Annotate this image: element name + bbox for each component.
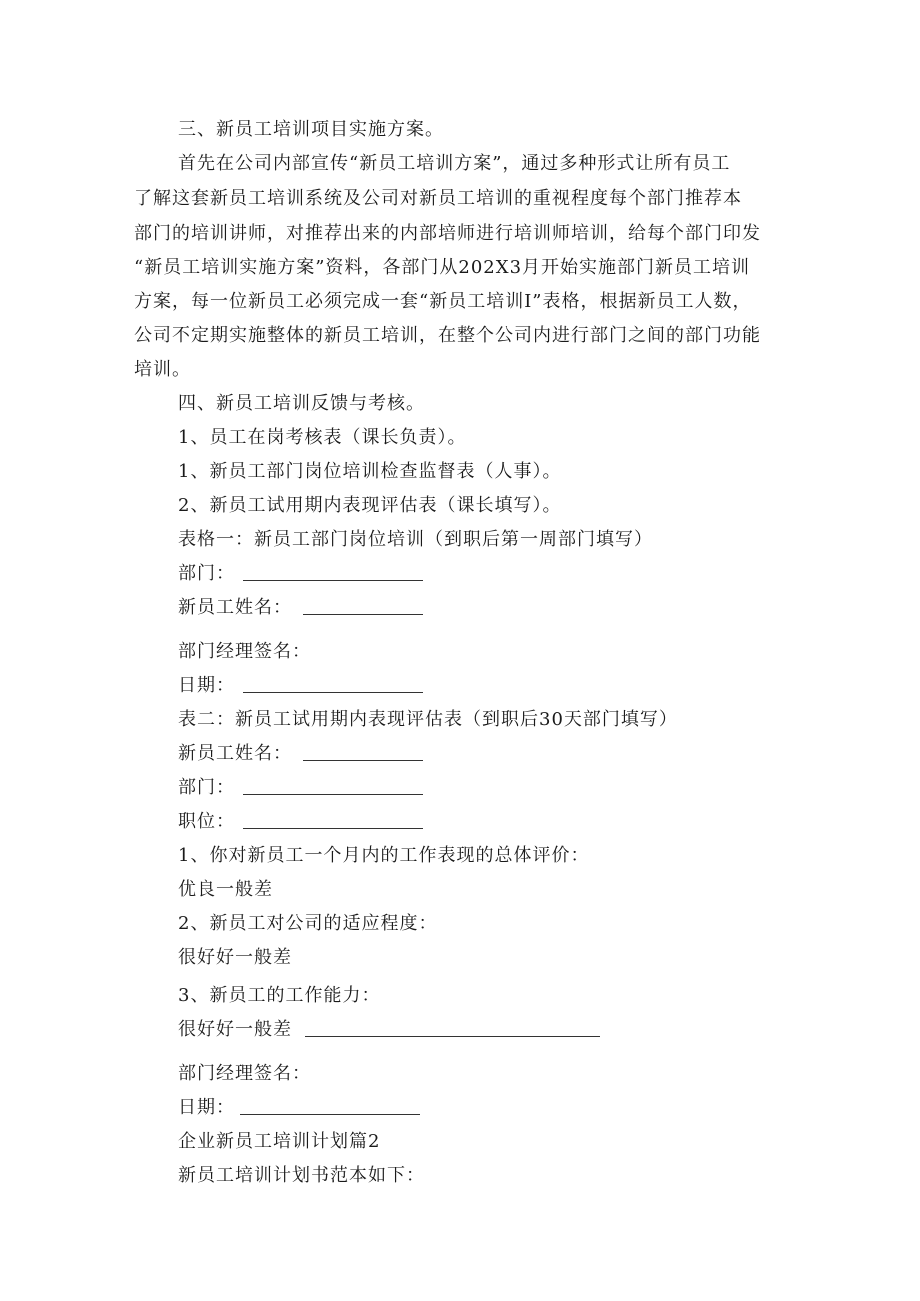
plan-title: 企业新员工培训计划篇2: [178, 1131, 381, 1152]
question-options: 很好好一般差: [178, 1019, 292, 1040]
list-item: 1、新员工部门岗位培训检查监督表（人事）。: [178, 461, 562, 482]
section-heading: 三、新员工培训项目实施方案。: [178, 119, 444, 140]
paragraph-line: 首先在公司内部宣传“新员工培训方案”，通过多种形式让所有员工: [178, 153, 731, 174]
name-blank[interactable]: [303, 614, 423, 615]
question: 3、新员工的工作能力：: [178, 985, 381, 1006]
name-blank[interactable]: [303, 760, 423, 761]
form-label-manager-sign: 部门经理签名：: [178, 1063, 311, 1084]
paragraph-line: 培训。: [134, 359, 191, 380]
question-options: 很好好一般差: [178, 947, 292, 968]
paragraph-line: “新员工培训实施方案”资料，各部门从202X3月开始实施部门新员工培训: [134, 257, 751, 278]
form-label-department: 部门：: [178, 777, 235, 798]
question: 1、你对新员工一个月内的工作表现的总体评价：: [178, 845, 590, 866]
department-blank[interactable]: [243, 580, 423, 581]
paragraph-line: 部门的培训讲师，对推荐出来的内部培师进行培训师培训，给每个部门印发: [134, 223, 761, 244]
list-item: 2、新员工试用期内表现评估表（课长填写）。: [178, 495, 562, 516]
section-heading: 四、新员工培训反馈与考核。: [178, 393, 425, 414]
paragraph-line: 了解这套新员工培训系统及公司对新员工培训的重视程度每个部门推荐本: [134, 188, 742, 209]
form-label-position: 职位：: [178, 811, 235, 832]
department-blank[interactable]: [243, 794, 423, 795]
position-blank[interactable]: [243, 828, 423, 829]
form-label-name: 新员工姓名：: [178, 743, 292, 764]
paragraph-line: 公司不定期实施整体的新员工培训，在整个公司内进行部门之间的部门功能: [134, 325, 761, 346]
form-label-department: 部门：: [178, 563, 235, 584]
table-title: 表二：新员工试用期内表现评估表（到职后30天部门填写）: [178, 709, 678, 730]
sample-intro: 新员工培训计划书范本如下：: [178, 1165, 425, 1186]
list-item: 1、员工在岗考核表（课长负责）。: [178, 427, 467, 448]
question-options: 优良一般差: [178, 879, 273, 900]
form-label-date: 日期：: [178, 1097, 235, 1118]
table-title: 表格一：新员工部门岗位培训（到职后第一周部门填写）: [178, 529, 653, 550]
date-blank[interactable]: [243, 692, 423, 693]
form-label-manager-sign: 部门经理签名：: [178, 641, 311, 662]
form-label-date: 日期：: [178, 675, 235, 696]
form-label-name: 新员工姓名：: [178, 597, 292, 618]
question: 2、新员工对公司的适应程度：: [178, 913, 438, 934]
date-blank[interactable]: [240, 1114, 420, 1115]
ability-blank[interactable]: [305, 1036, 600, 1037]
paragraph-line: 方案，每一位新员工必须完成一套“新员工培训I”表格，根据新员工人数，: [134, 291, 752, 312]
